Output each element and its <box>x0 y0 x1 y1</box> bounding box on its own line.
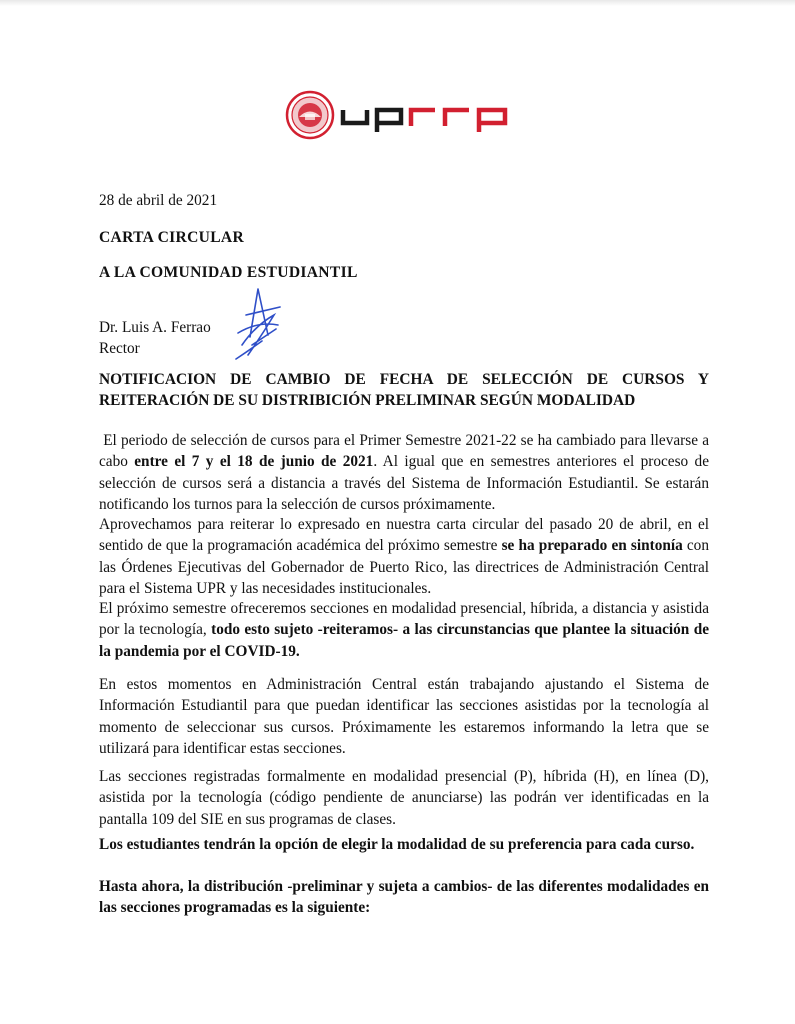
recipient-heading: A LA COMUNIDAD ESTUDIANTIL <box>99 264 358 281</box>
paragraph-student-choice: Los estudiantes tendrán la opción de elegir la modalidad de su preferencia para cada curso. <box>99 836 695 853</box>
p1-dates-bold: entre el 7 y el 18 de junio de 2021 <box>134 453 374 471</box>
letter-subject: NOTIFICACION DE CAMBIO DE FECHA DE SELECCIÓN DE CURSOS Y REITERACIÓN DE SU DISTRIBICIÓN PRELIMINAR SEGÚN MODALIDAD <box>99 371 709 410</box>
p1-text-c: . Al igual que en semestres anteriores el proceso de selección de cursos será a distancia a través del Sistema de Información Estudiantil. Se estarán notificando los turnos para la selección de cursos próximamente. <box>99 453 709 513</box>
p2-text-a: Aprovechamos para reiterar lo expresado en nuestra carta circular del pasado 20 de abril, en el sentido de que la programación académica del próximo semestre <box>99 516 709 555</box>
paragraph-sie-adjustment: En estos momentos en Administración Central están trabajando ajustando el Sistema de Información Estudiantil para que puedan identificar las secciones asistidas por la tecnología al momento de seleccionar sus cursos. Próximamente les estaremos informando la letra que se utilizará para identificar estas secciones. <box>99 676 709 757</box>
logo-graphic <box>285 90 517 140</box>
paragraph-modalities <box>99 598 709 662</box>
scan-edge <box>0 0 795 6</box>
p2-text-c: con las Órdenes Ejecutivas del Gobernador de Puerto Rico, las directrices de Administración Central para el Sistema UPR y las necesidades institucionales. <box>99 537 709 597</box>
signature <box>228 285 298 365</box>
letter-date: 28 de abril de 2021 <box>99 192 218 209</box>
sender-title: Rector <box>99 340 140 357</box>
paragraph-course-selection <box>99 430 709 515</box>
paragraph-section-codes: Las secciones registradas formalmente en modalidad presencial (P), híbrida (H), en línea (D), asistida por la tecnología (código pendiente de anunciarse) las podrán ver identificadas en la pantalla 109 del SIE en sus programas de clases. <box>99 768 709 828</box>
p1-text-a: El periodo de selección de cursos para el Primer Semestre 2021-22 se ha cambiado para llevarse a cabo <box>99 432 709 471</box>
sender-name: Dr. Luis A. Ferrao <box>99 319 211 336</box>
letter-type-heading: CARTA CIRCULAR <box>99 229 245 246</box>
paragraph-distribution-intro: Hasta ahora, la distribución -preliminar y sujeta a cambios- de las diferentes modalidades en las secciones programadas es la siguiente: <box>99 878 709 917</box>
p2-bold: se ha preparado en sintonía <box>501 537 683 555</box>
paragraph-reiteration <box>99 514 709 599</box>
p3-text-a: El próximo semestre ofreceremos secciones en modalidad presencial, híbrida, a distancia y asistida por la tecnología, <box>99 600 709 639</box>
p3-bold: todo esto sujeto -reiteramos- a las circunstancias que plantee la situación de la pandemia por el COVID-19. <box>99 621 709 660</box>
uprrp-logo <box>285 90 517 140</box>
